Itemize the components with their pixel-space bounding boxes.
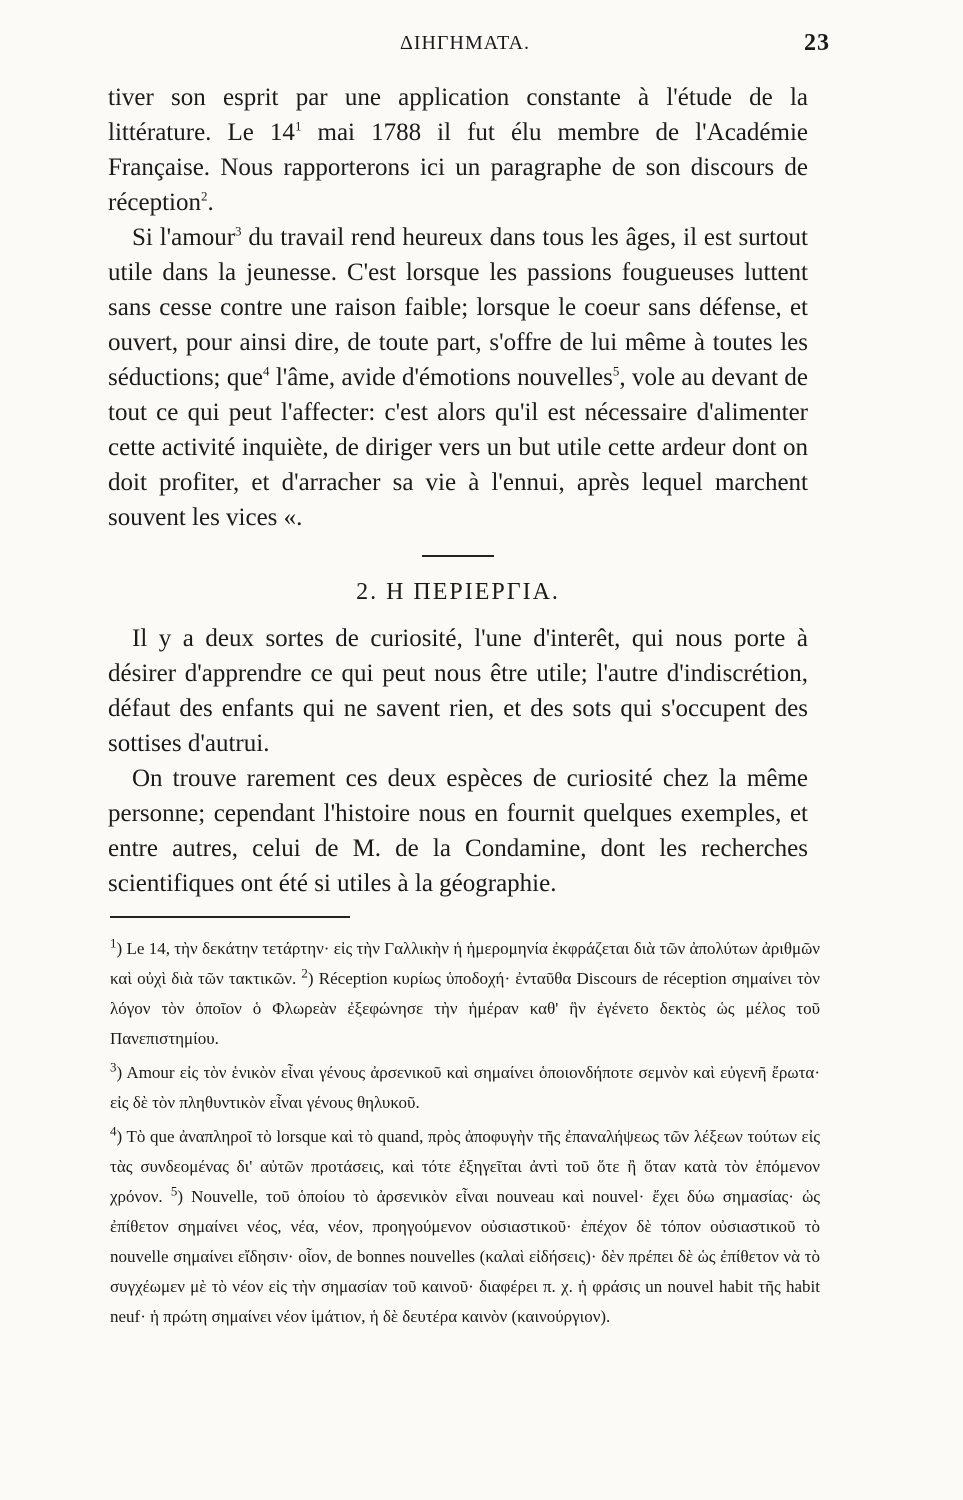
footnote-number: 4 xyxy=(110,1123,117,1139)
footnote-number: 1 xyxy=(110,935,117,951)
footnote-ref: 1 xyxy=(294,118,302,134)
footnote-4-5: $^4$) Τὸ que ἀναπληροῖ τὸ lorsque καὶ τὸ quand, πρὸς ἀποφυγὴν τῆς ἐπαναλήψεως τῶν λέξεων τούτων εἰς τὰς συνδεομένας δι' αὐτῶν προτάσεις, καὶ τότε ἐξηγεῖται ἀντὶ τοῦ ὅτε ἢ ὅταν κατὰ τὸν ἑπόμενον χρόνον. $^5$) Nouvelle, τοῦ ὁποίου τὸ ἀρσενικὸν εἶναι nouveau καὶ nouvel· ἔχει δύω σημασίας· ὡς ἐπίθετον σημαίνει νέος, νέα, νέον, προηγούμενον οὐσιαστικοῦ· ἐπέχον δὲ τόπον οὐσιαστικοῦ τὸ nouvelle σημαίνει εἴδησιν· οἷον, de bonnes nouvelles (καλαὶ εἰδήσεις)· δὲν πρέπει δὲ ὡς ἐπίθετον νὰ τὸ συγχέωμεν μὲ τὸ νέον εἰς τὴν σημασίαν τοῦ καινοῦ· διαφέρει π. χ. ἡ φράσις un nouvel habit τῆς habit neuf· ἡ πρώτη σημαίνει νέον ἱμάτιον, ἡ δὲ δευτέρα καινὸν (καινούργιον). xyxy=(110,1123,820,1326)
footnote-ref: 5 xyxy=(612,363,620,379)
section-title: 2. Η ΠΕΡΙΕΡΓΙΑ. xyxy=(356,579,560,605)
footnote-3: $^3$) Amour εἰς τὸν ἑνικὸν εἶναι γένους ἀρσενικοῦ καὶ σημαίνει ὁποιονδήποτε σεμνὸν καὶ εὐγενῆ ἔρωτα· εἰς δὲ τὸν πληθυντικὸν εἶναι γένους θηλυκοῦ. xyxy=(110,1059,820,1112)
footnote-number: 2 xyxy=(301,965,308,981)
footnote-divider xyxy=(110,916,350,918)
footnote-1-2: $^1$) Le 14, τὴν δεκάτην τετάρτην· εἰς τὴν Γαλλικὴν ἡ ἡμερομηνία ἐκφράζεται διὰ τῶν ἀπολύτων ἀριθμῶν καὶ οὐχὶ διὰ τῶν τακτικῶν. $^2$) Réception κυρίως ὑποδοχή· ἐνταῦθα Discours de réception σημαίνει τὸν λόγον τὸν ὁποῖον ὁ Φλωρεὰν ἐξεφώνησε τὴν ἡμέραν καθ' ἣν ἐγένετο δεκτὸς ὡς μέλος τοῦ Πανεπιστημίου. xyxy=(110,935,820,1048)
paragraph-continuation: tiver son esprit par une application constante à l'étude de la littérature. Le $14^1$ mai 1788 il fut élu membre de l'Académie Française. Nous rapporterons ici un paragraphe de son discours de réception$^2$. xyxy=(108,84,808,216)
paragraph-example: On trouve rarement ces deux espèces de curiosité chez la même personne; cependant l'histoire nous en fournit quelques exemples, et entre autres, celui de M. de la Condamine, dont les recherches scientifiques ont été si utiles à la géographie. xyxy=(108,765,808,897)
footnote-ref: 3 xyxy=(235,223,242,239)
page-header xyxy=(100,30,830,62)
footnotes xyxy=(110,934,820,1336)
footnote-ref: 2 xyxy=(201,188,208,204)
page-number: 23 xyxy=(804,30,830,56)
footnote-number: 3 xyxy=(110,1059,117,1075)
main-text xyxy=(108,80,808,901)
footnote-ref: 4 xyxy=(262,363,270,379)
footnote-number: 5 xyxy=(170,1183,178,1199)
running-title: ΔΙΗΓΗΜΑΤΑ. xyxy=(399,32,531,54)
paragraph-quote: Si l'amour$^3$ du travail rend heureux dans tous les âges, il est surtout utile dans la jeunesse. C'est lorsque les passions fougueuses luttent sans cesse contre une raison faible; lorsque le coeur sans défense, et ouvert, pour ainsi dire, de toute part, s'offre de lui même à toutes les séductions; que$^4$ l'âme, avide d'émotions nouvelles$^5$, vole au devant de tout ce qui peut l'affecter: c'est alors qu'il est nécessaire d'alimenter cette activité inquiète, de diriger vers un but utile cette ardeur dont on doit profiter, et d'arracher sa vie à l'ennui, après lequel marchent souvent les vices «. xyxy=(108,223,808,531)
section-divider xyxy=(422,555,494,557)
paragraph-curiosity: Il y a deux sortes de curiosité, l'une d'interêt, qui nous porte à désirer d'apprendre ce qui peut nous être utile; l'autre d'indiscrétion, défaut des enfants qui ne savent rien, et des sots qui s'occupent des sottises d'autrui. xyxy=(108,625,808,757)
